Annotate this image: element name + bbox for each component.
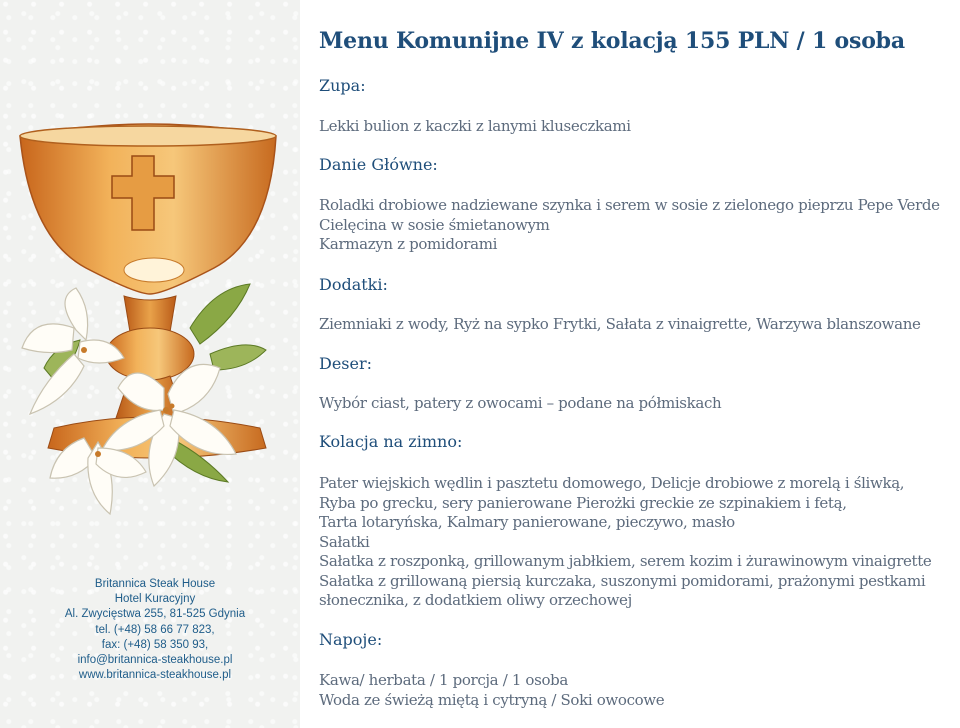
contact-fax: fax: (+48) 58 350 93, (101, 638, 209, 651)
section-heading-zupa: Zupa: (319, 76, 366, 95)
menu-line: słonecznika, z dodatkiem oliwy orzechowej (319, 591, 632, 609)
contact-info (0, 577, 310, 683)
sidebar-panel (0, 0, 300, 728)
page-title: Menu Komunijne IV z kolacją 155 PLN / 1 osoba (319, 28, 905, 54)
contact-address: Al. Zwycięstwa 255, 81-525 Gdynia (64, 608, 246, 621)
menu-line: Ziemniaki z wody, Ryż na sypko Frytki, Sałata z vinaigrette, Warzywa blanszowane (319, 315, 921, 333)
contact-tel: tel. (+48) 58 66 77 823, (95, 623, 215, 636)
section-heading-deser: Deser: (319, 354, 373, 373)
menu-line: Wybór ciast, patery z owocami – podane na półmiskach (319, 394, 722, 412)
menu-line: Kawa/ herbata / 1 porcja / 1 osoba (319, 671, 568, 689)
section-heading-danie-glowne: Danie Główne: (319, 155, 438, 174)
menu-line: Roladki drobiowe nadziewane szynka i serem w sosie z zielonego pieprzu Pepe Verde (319, 196, 940, 214)
section-items-deser (319, 394, 721, 414)
contact-hotel: Hotel Kuracyjny (114, 593, 196, 606)
chalice-lilies-illustration (14, 118, 286, 538)
menu-line: Cielęcina w sosie śmietanowym (319, 215, 550, 234)
section-items-danie-glowne (319, 196, 940, 255)
contact-email: info@britannica-steakhouse.pl (77, 654, 233, 667)
menu-line: Tarta lotaryńska, Kalmary panierowane, pieczywo, masło (319, 513, 735, 531)
contact-name: Britannica Steak House (94, 578, 216, 590)
section-heading-kolacja: Kolacja na zimno: (319, 432, 463, 451)
menu-line: Lekki bulion z kaczki z lanymi kluseczkami (319, 117, 631, 135)
section-items-dodatki (319, 315, 921, 335)
section-heading-napoje: Napoje: (319, 630, 383, 649)
contact-website: www.britannica-steakhouse.pl (78, 669, 232, 682)
section-heading-dodatki: Dodatki: (319, 275, 388, 294)
section-items-zupa (319, 117, 631, 137)
section-items-kolacja (319, 474, 931, 611)
menu-line: Sałatka z grillowaną piersią kurczaka, suszonymi pomidorami, prażonymi pestkami (319, 571, 926, 590)
menu-line: Sałatki (319, 532, 370, 551)
menu-line: Sałatka z roszponką, grillowanym jabłkiem, serem kozim i żurawinowym vinaigrette (319, 552, 932, 570)
menu-line: Ryba po grecku, sery panierowane Pierożki greckie ze szpinakiem i fetą, (319, 493, 847, 512)
menu-line: Pater wiejskich wędlin i pasztetu domowego, Delicje drobiowe z morelą i śliwką, (319, 474, 905, 492)
section-items-napoje (319, 671, 664, 710)
menu-line: Karmazyn z pomidorami (319, 235, 498, 253)
menu-line: Woda ze świeżą miętą i cytryną / Soki owocowe (319, 690, 665, 709)
